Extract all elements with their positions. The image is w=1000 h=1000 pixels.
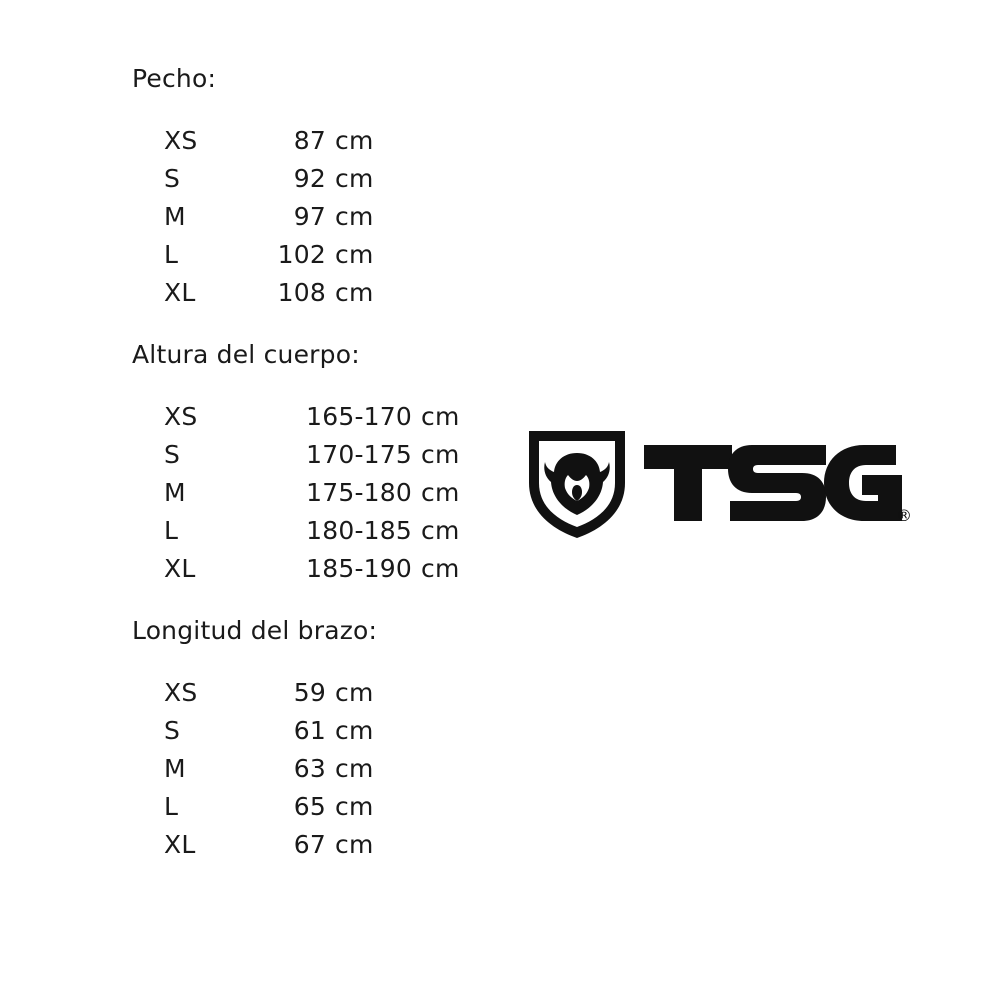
size-value: 170-175 (306, 440, 412, 469)
size-label: XL (164, 830, 196, 859)
tsg-shield-icon (529, 431, 625, 538)
size-unit: cm (335, 830, 374, 859)
tsg-wordmark (644, 445, 902, 521)
size-value: 92 (293, 164, 326, 193)
size-unit: cm (421, 440, 460, 469)
size-value: 180-185 (306, 516, 412, 545)
size-value: 97 (293, 202, 326, 231)
size-value: 165-170 (306, 402, 412, 431)
size-value: 87 (293, 126, 326, 155)
size-unit: cm (335, 202, 374, 231)
section-chest (132, 62, 552, 312)
size-unit: cm (335, 754, 374, 783)
size-unit: cm (421, 478, 460, 507)
section-arm-length (132, 614, 552, 864)
size-value: 67 (293, 830, 326, 859)
table-row (164, 274, 552, 312)
size-value: 59 (293, 678, 326, 707)
size-value: 61 (293, 716, 326, 745)
size-unit: cm (421, 554, 460, 583)
size-unit: cm (335, 716, 374, 745)
table-row (164, 788, 552, 826)
table-row (164, 198, 552, 236)
size-label: XS (164, 402, 198, 431)
size-label: L (164, 792, 179, 821)
size-unit: cm (421, 402, 460, 431)
size-rows-body-height (132, 398, 552, 588)
size-label: M (164, 478, 186, 507)
size-label: XS (164, 126, 198, 155)
section-title-arm-length: Longitud del brazo: (132, 616, 378, 645)
table-row (164, 826, 552, 864)
size-unit: cm (335, 678, 374, 707)
size-label: XS (164, 678, 198, 707)
table-row (164, 236, 552, 274)
section-body-height (132, 338, 552, 588)
table-row (164, 674, 552, 712)
table-row (164, 436, 552, 474)
size-unit: cm (335, 792, 374, 821)
size-unit: cm (335, 126, 374, 155)
size-value: 175-180 (306, 478, 412, 507)
size-value: 65 (293, 792, 326, 821)
size-value: 108 (277, 278, 326, 307)
size-unit: cm (335, 164, 374, 193)
section-title-body-height: Altura del cuerpo: (132, 340, 360, 369)
size-unit: cm (335, 240, 374, 269)
size-label: M (164, 202, 186, 231)
table-row (164, 712, 552, 750)
size-label: S (164, 440, 181, 469)
size-unit: cm (335, 278, 374, 307)
table-row (164, 398, 552, 436)
size-rows-arm-length (132, 674, 552, 864)
size-rows-chest (132, 122, 552, 312)
size-label: L (164, 240, 179, 269)
table-row (164, 512, 552, 550)
registered-trademark-symbol: ® (896, 506, 912, 525)
size-value: 102 (277, 240, 326, 269)
measurements-content (132, 62, 552, 890)
size-label: S (164, 164, 181, 193)
size-unit: cm (421, 516, 460, 545)
size-label: XL (164, 554, 196, 583)
table-row (164, 160, 552, 198)
size-label: XL (164, 278, 196, 307)
size-label: L (164, 516, 179, 545)
table-row (164, 550, 552, 588)
size-value: 185-190 (306, 554, 412, 583)
size-value: 63 (293, 754, 326, 783)
tsg-logo (524, 425, 914, 540)
table-row (164, 122, 552, 160)
section-title-chest: Pecho: (132, 64, 217, 93)
size-label: M (164, 754, 186, 783)
table-row (164, 750, 552, 788)
size-label: S (164, 716, 181, 745)
table-row (164, 474, 552, 512)
